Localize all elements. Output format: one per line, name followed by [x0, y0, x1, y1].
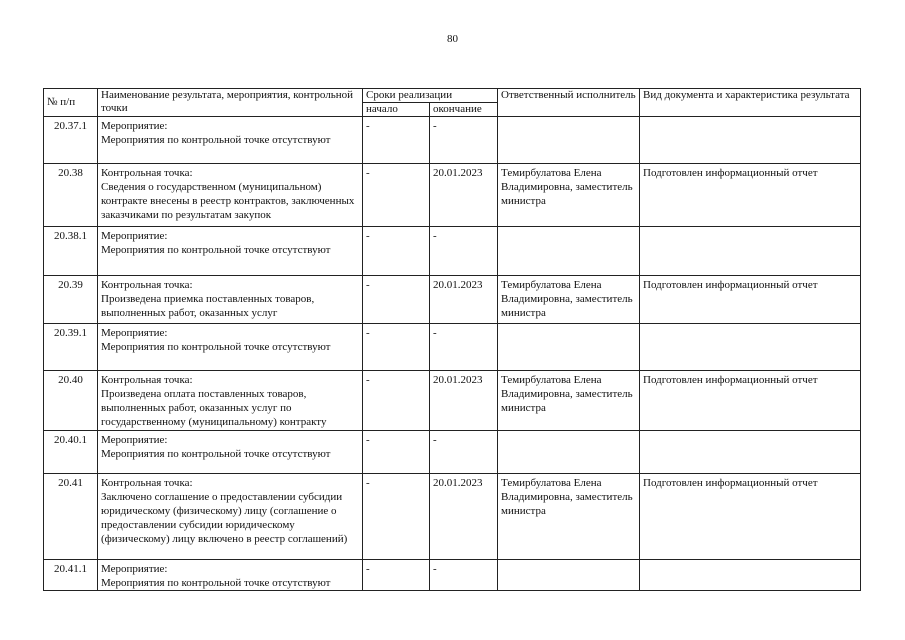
header-start: начало — [363, 103, 430, 117]
row-number: 20.40 — [44, 371, 98, 431]
row-end-date: - — [430, 117, 498, 164]
table-row — [44, 431, 861, 474]
row-document: Подготовлен информационный отчет — [640, 371, 861, 431]
row-document — [640, 227, 861, 276]
table-row — [44, 164, 861, 227]
table-row — [44, 227, 861, 276]
row-description: Мероприятия по контрольной точке отсутствуют — [101, 448, 331, 460]
row-start-date: - — [363, 227, 430, 276]
row-title: Мероприятие: — [101, 120, 168, 132]
row-document: Подготовлен информационный отчет — [640, 276, 861, 324]
row-end-date: 20.01.2023 — [430, 474, 498, 560]
row-description: Произведена оплата поставленных товаров, выполненных работ, оказанных услуг по государственному (муниципальному) контракту — [101, 388, 327, 428]
row-responsible: Темирбулатова Елена Владимировна, заместитель министра — [498, 276, 640, 324]
row-title: Мероприятие: — [101, 327, 168, 339]
row-number: 20.41.1 — [44, 560, 98, 591]
row-title: Контрольная точка: — [101, 374, 193, 386]
row-start-date: - — [363, 324, 430, 371]
table-header — [44, 89, 861, 117]
row-responsible — [498, 117, 640, 164]
row-responsible — [498, 324, 640, 371]
row-end-date: 20.01.2023 — [430, 371, 498, 431]
row-number: 20.38 — [44, 164, 98, 227]
row-end-date: 20.01.2023 — [430, 164, 498, 227]
row-name-cell — [98, 276, 363, 324]
row-document — [640, 324, 861, 371]
row-name-cell — [98, 474, 363, 560]
row-title: Мероприятие: — [101, 563, 168, 575]
row-responsible: Темирбулатова Елена Владимировна, заместитель министра — [498, 371, 640, 431]
row-name-cell — [98, 371, 363, 431]
row-number: 20.41 — [44, 474, 98, 560]
row-title: Контрольная точка: — [101, 167, 193, 179]
row-document — [640, 431, 861, 474]
row-description: Мероприятия по контрольной точке отсутствуют — [101, 134, 331, 146]
row-name-cell — [98, 227, 363, 276]
row-document: Подготовлен информационный отчет — [640, 164, 861, 227]
row-title: Контрольная точка: — [101, 279, 193, 291]
row-name-cell — [98, 117, 363, 164]
row-start-date: - — [363, 431, 430, 474]
row-end-date: - — [430, 324, 498, 371]
row-number: 20.39.1 — [44, 324, 98, 371]
table-row — [44, 560, 861, 591]
table-row — [44, 474, 861, 560]
header-responsible: Ответственный исполнитель — [498, 89, 640, 117]
row-start-date: - — [363, 117, 430, 164]
row-description: Произведена приемка поставленных товаров, выполненных работ, оказанных услуг — [101, 293, 315, 319]
page-number: 80 — [447, 33, 458, 45]
header-num: № п/п — [44, 89, 98, 117]
row-description: Мероприятия по контрольной точке отсутствуют — [101, 341, 331, 353]
row-responsible: Темирбулатова Елена Владимировна, заместитель министра — [498, 164, 640, 227]
row-document: Подготовлен информационный отчет — [640, 474, 861, 560]
row-description: Заключено соглашение о предоставлении субсидии юридическому (физическому) лицу (соглашение о предоставлении субсидии юридическому (физическому) лицу включено в реестр соглашений) — [101, 491, 348, 545]
row-name-cell — [98, 164, 363, 227]
row-number: 20.40.1 — [44, 431, 98, 474]
header-name: Наименование результата, мероприятия, контрольной точки — [98, 89, 363, 117]
row-name-cell — [98, 560, 363, 591]
table-row — [44, 324, 861, 371]
table-row — [44, 371, 861, 431]
row-end-date: - — [430, 227, 498, 276]
row-responsible — [498, 431, 640, 474]
row-description: Мероприятия по контрольной точке отсутствуют — [101, 577, 331, 589]
row-start-date: - — [363, 474, 430, 560]
row-document — [640, 117, 861, 164]
row-document — [640, 560, 861, 591]
row-title: Контрольная точка: — [101, 477, 193, 489]
row-start-date: - — [363, 164, 430, 227]
row-responsible: Темирбулатова Елена Владимировна, заместитель министра — [498, 474, 640, 560]
row-number: 20.38.1 — [44, 227, 98, 276]
row-name-cell — [98, 324, 363, 371]
row-description: Мероприятия по контрольной точке отсутствуют — [101, 244, 331, 256]
table-row — [44, 117, 861, 164]
row-end-date: - — [430, 560, 498, 591]
row-responsible — [498, 560, 640, 591]
row-end-date: 20.01.2023 — [430, 276, 498, 324]
row-start-date: - — [363, 276, 430, 324]
header-document: Вид документа и характеристика результата — [640, 89, 861, 117]
row-start-date: - — [363, 560, 430, 591]
row-end-date: - — [430, 431, 498, 474]
row-title: Мероприятие: — [101, 230, 168, 242]
row-title: Мероприятие: — [101, 434, 168, 446]
row-start-date: - — [363, 371, 430, 431]
header-end: окончание — [430, 103, 498, 117]
table-body — [44, 117, 861, 591]
row-description: Сведения о государственном (муниципальном) контракте внесены в реестр контрактов, заключенных заказчиками по результатам закупок — [101, 181, 355, 221]
header-period: Сроки реализации — [363, 89, 498, 103]
table-row — [44, 276, 861, 324]
row-number: 20.37.1 — [44, 117, 98, 164]
row-responsible — [498, 227, 640, 276]
row-name-cell — [98, 431, 363, 474]
schedule-table — [43, 88, 861, 591]
row-number: 20.39 — [44, 276, 98, 324]
